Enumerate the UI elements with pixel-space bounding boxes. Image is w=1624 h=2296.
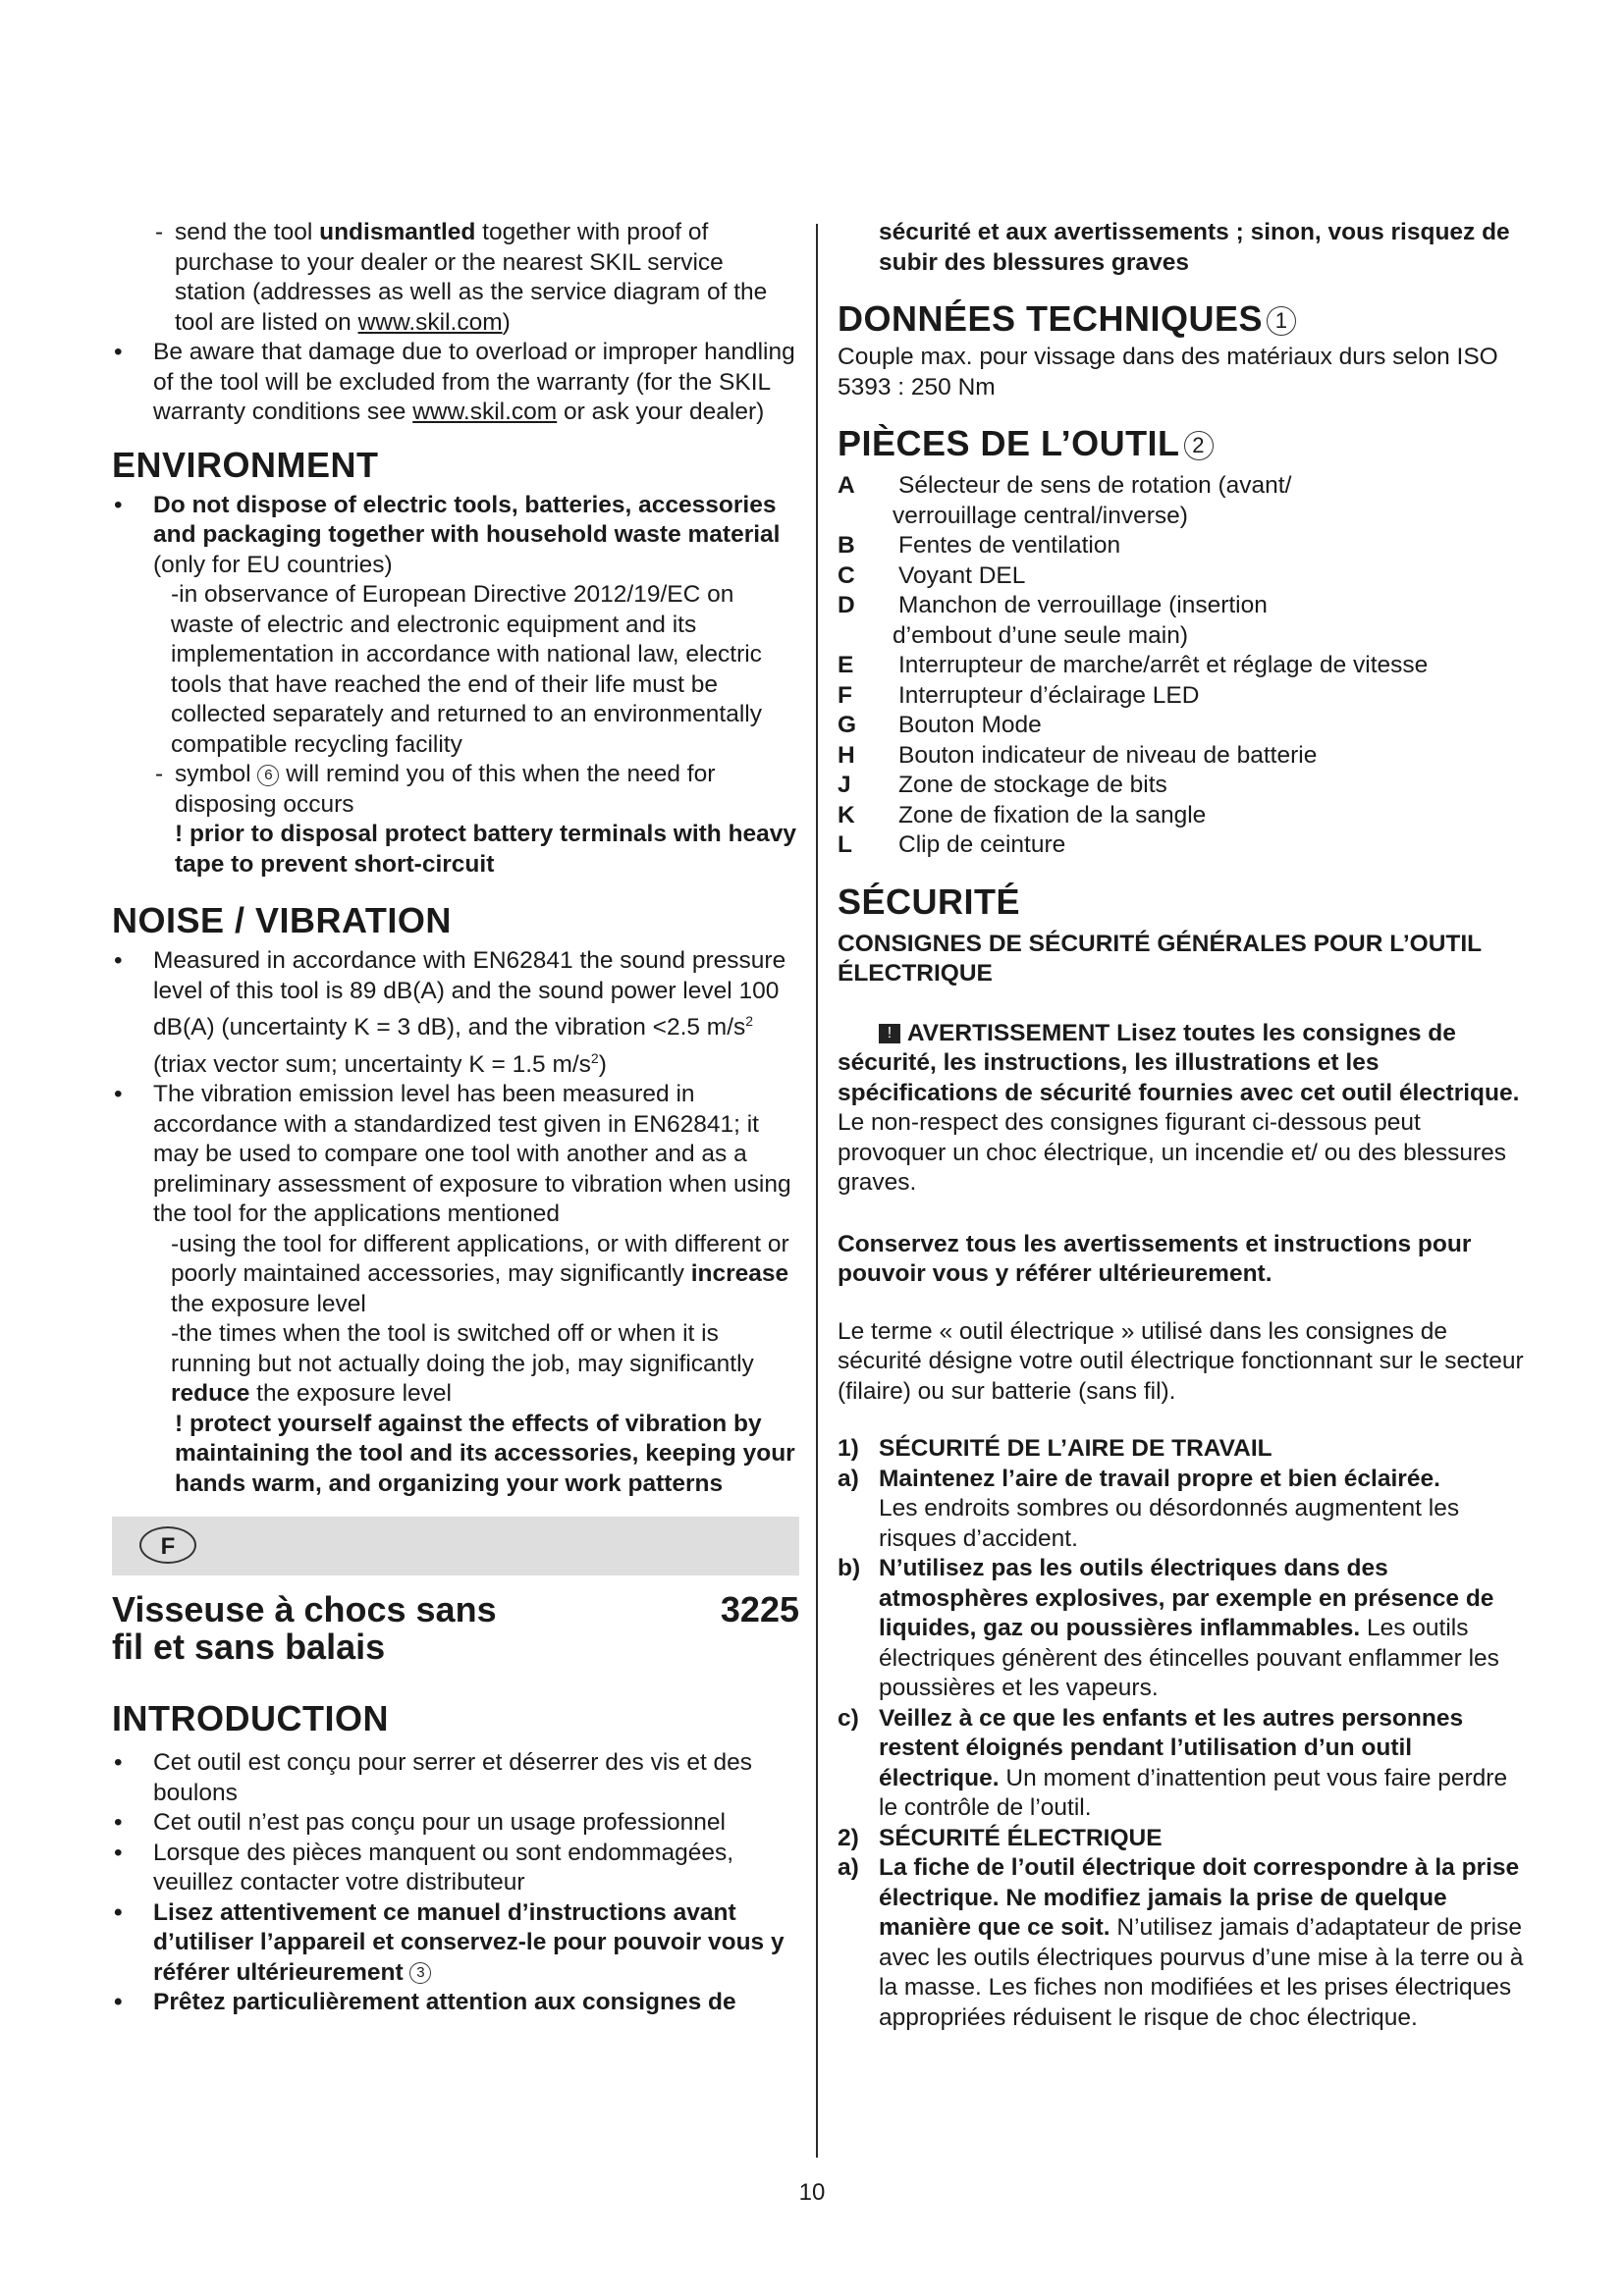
part-item-cont: d’embout d’une seule main) bbox=[893, 621, 1188, 649]
part-item: D Manchon de verrouillage (insertion bbox=[838, 592, 1268, 618]
warranty-dash-item: - send the tool undismantled together with proof of purchase to your dealer or the nearest SKIL service station (addresses as well as the service diagram of the tool are listed on www.skil.com) bbox=[112, 218, 799, 338]
product-title: Visseuse à chocs sans fil et sans balais bbox=[112, 1589, 497, 1668]
environment-heading: ENVIRONMENT bbox=[112, 444, 379, 485]
security-heading: SÉCURITÉ bbox=[838, 881, 1021, 922]
noise-sub-increase: -using the tool for different applications, or with different or poorly maintained accessories, may significantly increase the exposure level bbox=[171, 1230, 789, 1317]
part-item: G Bouton Mode bbox=[838, 712, 1042, 738]
right-column bbox=[838, 218, 1525, 2033]
security-subheading: CONSIGNES DE SÉCURITÉ GÉNÉRALES POUR L’OUTIL ÉLECTRIQUE bbox=[838, 930, 1482, 987]
figure-3-icon: 3 bbox=[409, 1962, 431, 1984]
intro-bullet-2: • Cet outil n’est pas conçu pour un usage professionnel bbox=[112, 1808, 799, 1839]
model-number: 3225 bbox=[720, 1589, 799, 1630]
rule-1c: c) Veillez à ce que les enfants et les autres personnes restent éloignés pendant l’utilisation d’un outil électrique. Un moment d’inattention peut vous faire perdre le contrôle de l’outil. bbox=[838, 1704, 1508, 1821]
intro-bullet-5: • Prêtez particulièrement attention aux consignes de bbox=[112, 1988, 799, 2018]
section-1-heading: 1) SÉCURITÉ DE L’AIRE DE TRAVAIL bbox=[838, 1435, 1272, 1462]
intro-bullet-4: • Lisez attentivement ce manuel d’instructions avant d’utiliser l’appareil et conservez-le pour pouvoir vous y référer ultérieurement 3 bbox=[112, 1898, 799, 1989]
part-item: B Fentes de ventilation bbox=[838, 532, 1121, 559]
left-column bbox=[112, 218, 799, 2018]
safety-continuation: sécurité et aux avertissements ; sinon, vous risquez de subir des blessures graves bbox=[879, 219, 1510, 276]
skil-link[interactable]: www.skil.com bbox=[357, 308, 503, 336]
environment-sub-disposal: ! prior to disposal protect battery terminals with heavy tape to prevent short-circuit bbox=[175, 821, 797, 878]
parts-list bbox=[838, 471, 1525, 861]
noise-heading: NOISE / VIBRATION bbox=[112, 900, 452, 940]
skil-link[interactable]: www.skil.com bbox=[412, 399, 558, 425]
environment-bullet: • Do not dispose of electric tools, batteries, accessories and packaging together with household waste material (only for EU countries) bbox=[112, 491, 799, 581]
language-banner bbox=[112, 1517, 799, 1575]
environment-sub-symbol: - symbol 6 will remind you of this when the need for disposing occurs bbox=[112, 760, 799, 820]
part-item: H Bouton indicateur de niveau de batterie bbox=[838, 741, 1318, 769]
introduction-heading: INTRODUCTION bbox=[112, 1698, 389, 1739]
part-item: J Zone de stockage de bits bbox=[838, 772, 1167, 798]
product-title-row bbox=[112, 1591, 799, 1666]
rule-1b: b) N’utilisez pas les outils électriques dans des atmosphères explosives, par exemple en présence de liquides, gaz ou poussières inflammables. Les outils électriques génèrent des étincelles pouvant enflammer les poussières et les vapeurs. bbox=[838, 1555, 1499, 1701]
part-item: L Clip de ceinture bbox=[838, 831, 1066, 858]
part-item: K Zone de fixation de la sangle bbox=[838, 801, 1207, 828]
page-number: 10 bbox=[798, 2179, 826, 2206]
language-badge: F bbox=[139, 1526, 196, 1564]
symbol-6-icon: 6 bbox=[257, 765, 279, 786]
part-item: A Sélecteur de sens de rotation (avant/ bbox=[838, 472, 1292, 499]
tech-data-heading: DONNÉES TECHNIQUES 1 bbox=[838, 299, 1525, 339]
security-term: Le terme « outil électrique » utilisé dans les consignes de sécurité désigne votre outil électrique fonctionnant sur le secteur (filaire) ou sur batterie (sans fil). bbox=[838, 1317, 1524, 1405]
intro-bullet-1: • Cet outil est conçu pour serrer et déserrer des vis et des boulons bbox=[112, 1748, 799, 1808]
environment-sub-directive: -in observance of European Directive 2012/19/EC on waste of electric and electronic equipment and its implementation in accordance with national law, electric tools that have reached the end of their life must be collected separately and returned to an environmentally compatible recycling facility bbox=[171, 581, 762, 758]
noise-bullet-measured: • Measured in accordance with EN62841 the sound pressure level of this tool is 89 dB(A) and the sound power level 100 dB(A) (uncertainty K = 3 dB), and the vibration <2.5 $m/s^2$ (triax vector sum; uncertainty K = 1.5 $m/s^2$) bbox=[112, 946, 799, 1080]
security-keep: Conservez tous les avertissements et instructions pour pouvoir vous y référer ultérieurement. bbox=[838, 1230, 1472, 1287]
warranty-bullet: • Be aware that damage due to overload or improper handling of the tool will be excluded from the warranty (for the SKIL warranty conditions see www.skil.com or ask your dealer) bbox=[112, 338, 799, 428]
column-divider bbox=[816, 224, 818, 2158]
noise-sub-reduce: -the times when the tool is switched off or when it is running but not actually doing the job, may significantly reduce the exposure level bbox=[171, 1320, 754, 1408]
part-item-cont: verrouillage central/inverse) bbox=[893, 502, 1188, 529]
security-warning: ! AVERTISSEMENT Lisez toutes les consignes de sécurité, les instructions, les illustrations et les spécifications de sécurité fournies avec cet outil électrique. Le non-respect des consignes figurant ci-dessous peut provoquer un choc électrique, un incendie et/ ou des blessures graves. bbox=[838, 1019, 1520, 1196]
rule-1a: a) Maintenez l’aire de travail propre et bien éclairée. Les endroits sombres ou désordonnés augmentent les risques d’accident. bbox=[838, 1465, 1460, 1552]
intro-bullet-3: • Lorsque des pièces manquent ou sont endommagées, veuillez contacter votre distributeur bbox=[112, 1839, 799, 1898]
part-item: F Interrupteur d’éclairage LED bbox=[838, 681, 1200, 709]
figure-2-icon: 2 bbox=[1184, 431, 1214, 460]
figure-1-icon: 1 bbox=[1267, 306, 1296, 336]
noise-bullet-emission: • The vibration emission level has been measured in accordance with a standardized test given in EN62841; it may be used to compare one tool with another and as a preliminary assessment of exposure to vibration when using the tool for the applications mentioned bbox=[112, 1080, 799, 1230]
parts-heading: PIÈCES DE L’OUTIL 2 bbox=[838, 424, 1525, 463]
part-item: E Interrupteur de marche/arrêt et réglage de vitesse bbox=[838, 652, 1429, 678]
noise-sub-protect: ! protect yourself against the effects of vibration by maintaining the tool and its accessories, keeping your hands warm, and organizing your work patterns bbox=[175, 1410, 795, 1497]
tech-data-text: Couple max. pour vissage dans des matériaux durs selon ISO 5393 : 250 Nm bbox=[838, 344, 1498, 400]
rule-2a: a) La fiche de l’outil électrique doit correspondre à la prise électrique. Ne modifiez jamais la prise de quelque manière que ce soit. N’utilisez jamais d’adaptateur de prise avec les outils électriques pourvus d’une mise à la terre ou à la masse. Les fiches non modifiées et les prises électriques appropriées réduisent le risque de choc électrique. bbox=[838, 1854, 1524, 2031]
section-2-heading: 2) SÉCURITÉ ÉLECTRIQUE bbox=[838, 1824, 1163, 1851]
part-item: C Voyant DEL bbox=[838, 561, 1026, 589]
warning-icon: ! bbox=[879, 1024, 900, 1043]
